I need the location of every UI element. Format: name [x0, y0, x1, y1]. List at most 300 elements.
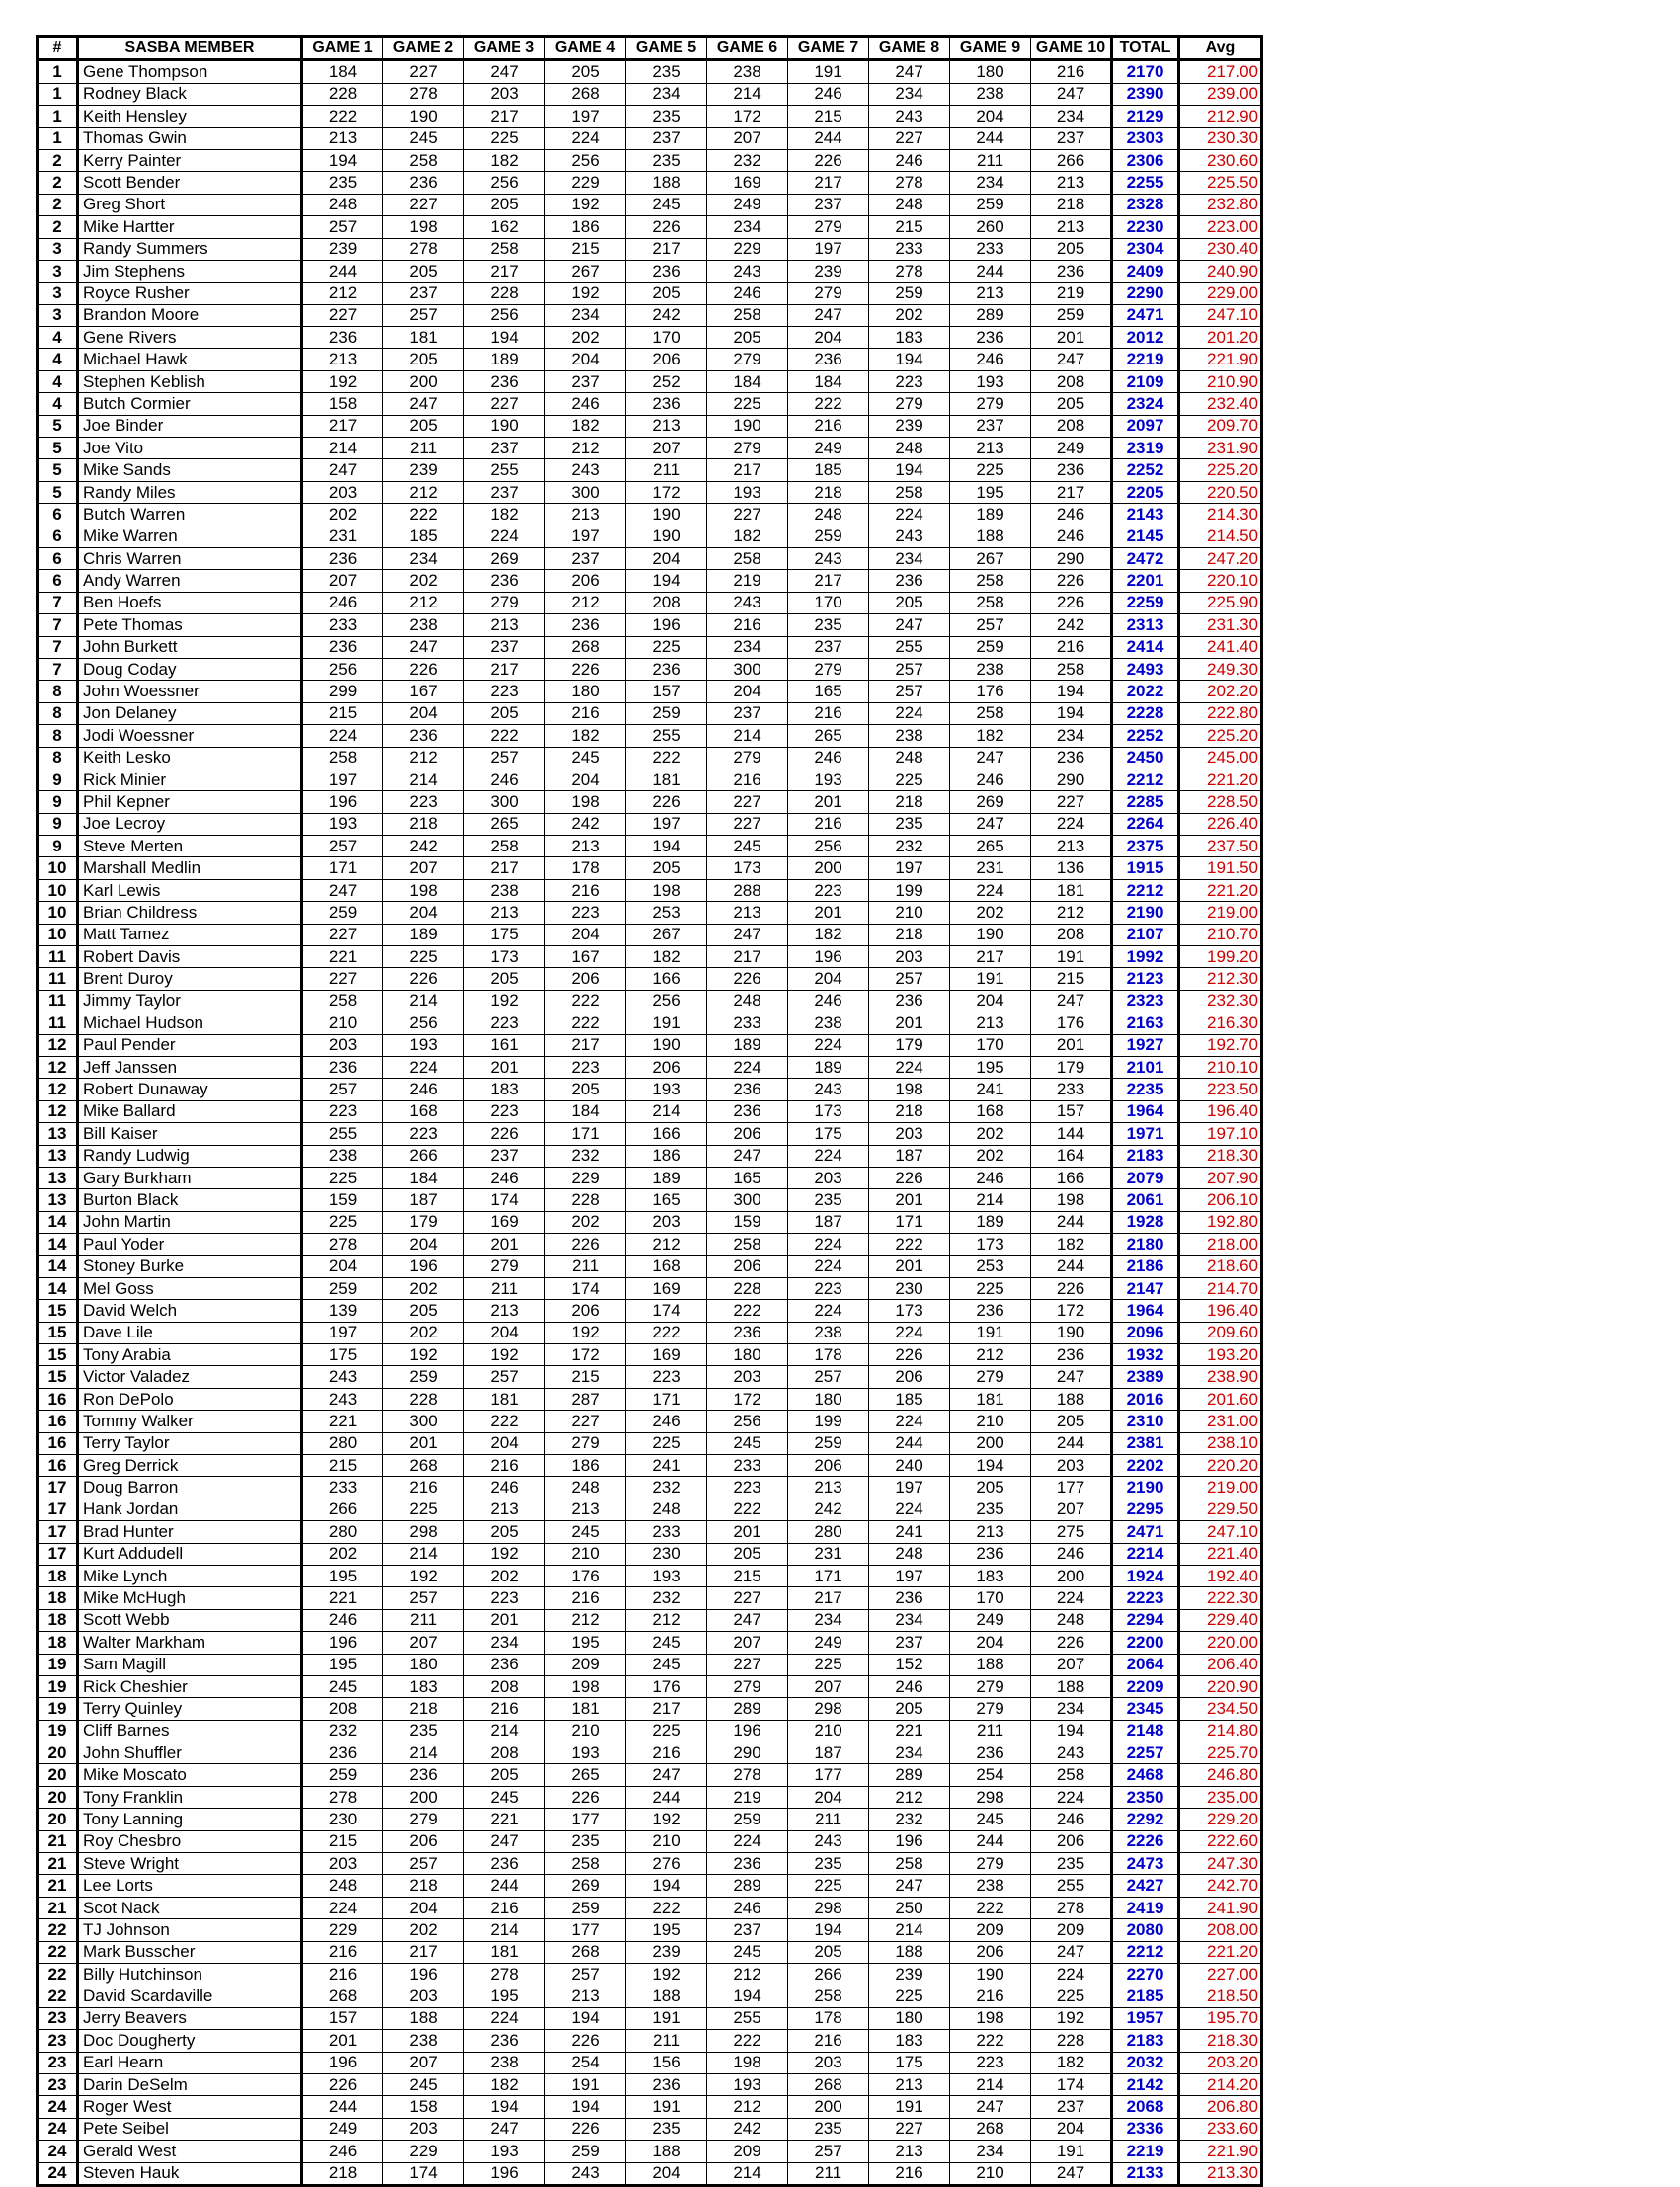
cell-game-6: 198	[707, 2052, 788, 2073]
table-row	[38, 1477, 1262, 1498]
cell-game-4: 236	[545, 614, 626, 636]
cell-game-1: 259	[302, 1764, 383, 1786]
table-row	[38, 194, 1262, 215]
cell-game-10: 215	[1031, 968, 1112, 990]
cell-game-1: 229	[302, 1919, 383, 1941]
cell-game-1: 238	[302, 1145, 383, 1167]
cell-game-1: 236	[302, 1056, 383, 1078]
cell-game-5: 217	[626, 238, 707, 260]
cell-rank: 9	[38, 791, 78, 813]
cell-game-9: 225	[950, 459, 1031, 481]
cell-avg: 225.70	[1179, 1742, 1262, 1764]
header-game-2: GAME 2	[383, 37, 464, 60]
cell-game-2: 207	[383, 2052, 464, 2073]
cell-avg: 206.80	[1179, 2096, 1262, 2118]
cell-rank: 17	[38, 1521, 78, 1543]
cell-game-6: 216	[707, 769, 788, 790]
cell-game-7: 211	[788, 1809, 869, 1830]
cell-game-6: 206	[707, 1123, 788, 1145]
cell-game-1: 235	[302, 172, 383, 194]
cell-rank: 3	[38, 260, 78, 282]
cell-game-3: 223	[464, 1012, 545, 1034]
cell-total: 2295	[1112, 1498, 1179, 1520]
cell-member-name: Jon Delaney	[78, 702, 302, 724]
cell-game-9: 173	[950, 1234, 1031, 1256]
cell-game-1: 259	[302, 902, 383, 924]
cell-game-4: 215	[545, 238, 626, 260]
cell-game-10: 227	[1031, 791, 1112, 813]
cell-member-name: Paul Yoder	[78, 1234, 302, 1256]
cell-total: 2223	[1112, 1587, 1179, 1609]
cell-game-10: 192	[1031, 2007, 1112, 2029]
cell-game-6: 228	[707, 1277, 788, 1299]
cell-game-2: 198	[383, 216, 464, 238]
cell-game-6: 193	[707, 481, 788, 503]
cell-member-name: Pete Thomas	[78, 614, 302, 636]
cell-game-6: 226	[707, 968, 788, 990]
cell-game-4: 226	[545, 1786, 626, 1808]
cell-member-name: Jerry Beavers	[78, 2007, 302, 2029]
cell-game-8: 197	[869, 857, 950, 879]
cell-game-8: 236	[869, 990, 950, 1012]
cell-game-1: 215	[302, 1830, 383, 1852]
cell-game-6: 227	[707, 813, 788, 835]
table-row	[38, 526, 1262, 547]
cell-game-3: 223	[464, 1100, 545, 1122]
cell-game-8: 257	[869, 658, 950, 680]
cell-member-name: Tony Arabia	[78, 1344, 302, 1366]
cell-total: 2200	[1112, 1632, 1179, 1654]
table-row	[38, 83, 1262, 105]
cell-game-4: 198	[545, 791, 626, 813]
cell-game-8: 257	[869, 681, 950, 702]
cell-game-5: 157	[626, 681, 707, 702]
cell-member-name: Phil Kepner	[78, 791, 302, 813]
cell-game-3: 226	[464, 1123, 545, 1145]
cell-avg: 192.80	[1179, 1211, 1262, 1233]
cell-game-9: 236	[950, 1742, 1031, 1764]
cell-game-7: 170	[788, 592, 869, 613]
cell-avg: 201.60	[1179, 1388, 1262, 1410]
table-row	[38, 459, 1262, 481]
cell-game-9: 189	[950, 1211, 1031, 1233]
cell-rank: 19	[38, 1675, 78, 1697]
cell-game-10: 247	[1031, 2162, 1112, 2185]
cell-game-4: 213	[545, 1498, 626, 1520]
cell-game-5: 226	[626, 791, 707, 813]
cell-game-2: 200	[383, 1786, 464, 1808]
cell-total: 2292	[1112, 1809, 1179, 1830]
cell-avg: 217.00	[1179, 60, 1262, 83]
cell-game-1: 259	[302, 1277, 383, 1299]
table-row	[38, 60, 1262, 83]
cell-member-name: Mike Lynch	[78, 1565, 302, 1586]
cell-member-name: Marshall Medlin	[78, 857, 302, 879]
cell-game-4: 237	[545, 547, 626, 569]
table-row	[38, 747, 1262, 769]
cell-game-8: 258	[869, 1853, 950, 1875]
cell-member-name: Rick Minier	[78, 769, 302, 790]
cell-game-3: 216	[464, 1698, 545, 1720]
cell-game-9: 254	[950, 1764, 1031, 1786]
cell-game-5: 235	[626, 106, 707, 127]
cell-avg: 207.90	[1179, 1167, 1262, 1188]
cell-member-name: Mark Busscher	[78, 1941, 302, 1963]
table-row	[38, 1256, 1262, 1277]
cell-game-10: 224	[1031, 1963, 1112, 1984]
cell-game-2: 212	[383, 592, 464, 613]
cell-game-4: 184	[545, 1100, 626, 1122]
cell-game-1: 221	[302, 946, 383, 968]
cell-game-7: 231	[788, 1543, 869, 1565]
cell-avg: 220.50	[1179, 481, 1262, 503]
cell-game-10: 224	[1031, 1587, 1112, 1609]
cell-game-10: 188	[1031, 1675, 1112, 1697]
table-row	[38, 2007, 1262, 2029]
cell-avg: 218.00	[1179, 1234, 1262, 1256]
cell-total: 2259	[1112, 592, 1179, 613]
cell-game-2: 192	[383, 1344, 464, 1366]
cell-total: 2310	[1112, 1411, 1179, 1432]
cell-game-3: 279	[464, 1256, 545, 1277]
cell-game-9: 209	[950, 1919, 1031, 1941]
cell-game-8: 240	[869, 1455, 950, 1477]
cell-game-10: 246	[1031, 1809, 1112, 1830]
cell-game-5: 226	[626, 216, 707, 238]
cell-game-5: 191	[626, 1012, 707, 1034]
table-row	[38, 127, 1262, 149]
table-row	[38, 1034, 1262, 1056]
cell-game-4: 206	[545, 968, 626, 990]
cell-game-10: 136	[1031, 857, 1112, 879]
cell-game-10: 234	[1031, 106, 1112, 127]
cell-game-4: 194	[545, 2007, 626, 2029]
table-row	[38, 149, 1262, 171]
cell-game-9: 204	[950, 106, 1031, 127]
cell-game-10: 224	[1031, 813, 1112, 835]
cell-avg: 220.20	[1179, 1455, 1262, 1477]
cell-total: 2294	[1112, 1609, 1179, 1631]
cell-game-1: 221	[302, 1587, 383, 1609]
cell-game-1: 203	[302, 481, 383, 503]
cell-rank: 5	[38, 415, 78, 437]
cell-game-7: 224	[788, 1145, 869, 1167]
cell-game-9: 223	[950, 2052, 1031, 2073]
cell-game-1: 196	[302, 1632, 383, 1654]
header-game-5: GAME 5	[626, 37, 707, 60]
cell-game-1: 217	[302, 415, 383, 437]
cell-avg: 221.20	[1179, 769, 1262, 790]
cell-game-4: 215	[545, 1366, 626, 1388]
header-row	[38, 37, 1262, 60]
cell-rank: 16	[38, 1432, 78, 1454]
cell-member-name: Jim Stephens	[78, 260, 302, 282]
cell-game-10: 205	[1031, 393, 1112, 415]
cell-game-6: 219	[707, 570, 788, 592]
cell-game-7: 193	[788, 769, 869, 790]
cell-game-8: 218	[869, 1100, 950, 1122]
cell-game-5: 192	[626, 1809, 707, 1830]
cell-game-6: 233	[707, 1012, 788, 1034]
cell-game-1: 202	[302, 504, 383, 526]
cell-game-9: 267	[950, 547, 1031, 569]
cell-game-2: 187	[383, 1189, 464, 1211]
cell-game-2: 190	[383, 106, 464, 127]
cell-member-name: Rick Cheshier	[78, 1675, 302, 1697]
cell-avg: 231.30	[1179, 614, 1262, 636]
cell-game-5: 225	[626, 636, 707, 658]
cell-avg: 210.70	[1179, 924, 1262, 945]
cell-member-name: Andy Warren	[78, 570, 302, 592]
cell-game-2: 247	[383, 636, 464, 658]
cell-game-9: 176	[950, 681, 1031, 702]
table-row	[38, 570, 1262, 592]
cell-game-1: 208	[302, 1698, 383, 1720]
cell-game-7: 189	[788, 1056, 869, 1078]
cell-game-8: 194	[869, 349, 950, 370]
cell-total: 2079	[1112, 1167, 1179, 1188]
cell-game-10: 191	[1031, 2141, 1112, 2162]
cell-game-6: 227	[707, 791, 788, 813]
cell-game-8: 183	[869, 2030, 950, 2052]
cell-game-10: 181	[1031, 879, 1112, 901]
cell-avg: 214.30	[1179, 504, 1262, 526]
cell-game-9: 216	[950, 1985, 1031, 2007]
cell-member-name: Randy Summers	[78, 238, 302, 260]
cell-game-3: 222	[464, 725, 545, 747]
cell-avg: 222.30	[1179, 1587, 1262, 1609]
cell-game-10: 144	[1031, 1123, 1112, 1145]
cell-game-1: 236	[302, 636, 383, 658]
table-row	[38, 283, 1262, 304]
cell-game-8: 248	[869, 438, 950, 459]
cell-avg: 245.00	[1179, 747, 1262, 769]
cell-game-6: 165	[707, 1167, 788, 1188]
cell-game-7: 238	[788, 1322, 869, 1343]
cell-game-10: 164	[1031, 1145, 1112, 1167]
cell-rank: 10	[38, 902, 78, 924]
cell-game-5: 174	[626, 1300, 707, 1322]
cell-game-1: 223	[302, 1100, 383, 1122]
cell-game-2: 266	[383, 1145, 464, 1167]
cell-game-7: 298	[788, 1897, 869, 1918]
cell-member-name: Dave Lile	[78, 1322, 302, 1343]
cell-game-7: 197	[788, 238, 869, 260]
cell-game-4: 182	[545, 725, 626, 747]
cell-total: 2473	[1112, 1853, 1179, 1875]
cell-member-name: Brandon Moore	[78, 304, 302, 326]
cell-rank: 3	[38, 283, 78, 304]
cell-game-6: 172	[707, 106, 788, 127]
cell-game-6: 279	[707, 747, 788, 769]
cell-game-3: 205	[464, 702, 545, 724]
cell-game-3: 175	[464, 924, 545, 945]
table-row	[38, 1234, 1262, 1256]
cell-member-name: Walter Markham	[78, 1632, 302, 1654]
cell-game-7: 213	[788, 1477, 869, 1498]
cell-game-4: 223	[545, 902, 626, 924]
cell-game-2: 167	[383, 681, 464, 702]
cell-game-8: 241	[869, 1521, 950, 1543]
cell-game-3: 228	[464, 283, 545, 304]
cell-game-8: 197	[869, 1565, 950, 1586]
table-row	[38, 216, 1262, 238]
cell-game-8: 248	[869, 1543, 950, 1565]
cell-member-name: Jimmy Taylor	[78, 990, 302, 1012]
cell-game-10: 182	[1031, 2052, 1112, 2073]
cell-game-3: 269	[464, 547, 545, 569]
cell-game-3: 213	[464, 1300, 545, 1322]
cell-game-10: 203	[1031, 1455, 1112, 1477]
cell-game-10: 255	[1031, 1875, 1112, 1897]
cell-game-5: 190	[626, 504, 707, 526]
cell-game-4: 234	[545, 304, 626, 326]
cell-member-name: Royce Rusher	[78, 283, 302, 304]
cell-game-5: 230	[626, 1543, 707, 1565]
table-row	[38, 592, 1262, 613]
cell-game-2: 238	[383, 2030, 464, 2052]
cell-total: 1928	[1112, 1211, 1179, 1233]
cell-game-2: 203	[383, 2118, 464, 2140]
cell-game-3: 217	[464, 658, 545, 680]
cell-total: 2230	[1112, 216, 1179, 238]
cell-game-3: 238	[464, 2052, 545, 2073]
cell-game-3: 192	[464, 1344, 545, 1366]
cell-rank: 4	[38, 349, 78, 370]
cell-game-4: 198	[545, 1675, 626, 1697]
cell-game-1: 214	[302, 438, 383, 459]
cell-game-8: 236	[869, 570, 950, 592]
cell-game-3: 182	[464, 504, 545, 526]
cell-game-2: 207	[383, 1632, 464, 1654]
cell-game-6: 256	[707, 1411, 788, 1432]
cell-game-6: 255	[707, 2007, 788, 2029]
cell-game-1: 224	[302, 1897, 383, 1918]
cell-game-3: 214	[464, 1720, 545, 1742]
cell-game-8: 234	[869, 1609, 950, 1631]
cell-total: 2290	[1112, 283, 1179, 304]
cell-member-name: Terry Quinley	[78, 1698, 302, 1720]
cell-game-5: 223	[626, 1366, 707, 1388]
cell-game-4: 192	[545, 283, 626, 304]
table-row	[38, 304, 1262, 326]
cell-game-9: 246	[950, 769, 1031, 790]
cell-game-2: 189	[383, 924, 464, 945]
cell-game-2: 238	[383, 614, 464, 636]
cell-rank: 6	[38, 526, 78, 547]
cell-rank: 15	[38, 1344, 78, 1366]
cell-game-8: 238	[869, 725, 950, 747]
cell-rank: 20	[38, 1764, 78, 1786]
cell-game-1: 227	[302, 968, 383, 990]
cell-rank: 16	[38, 1411, 78, 1432]
cell-game-10: 246	[1031, 504, 1112, 526]
cell-game-10: 246	[1031, 526, 1112, 547]
table-row	[38, 349, 1262, 370]
table-row	[38, 1432, 1262, 1454]
cell-total: 2096	[1112, 1322, 1179, 1343]
cell-game-8: 230	[869, 1277, 950, 1299]
cell-game-10: 224	[1031, 1786, 1112, 1808]
cell-avg: 221.20	[1179, 1941, 1262, 1963]
cell-game-5: 248	[626, 1498, 707, 1520]
cell-avg: 221.90	[1179, 2141, 1262, 2162]
cell-member-name: Ron DePolo	[78, 1388, 302, 1410]
cell-game-5: 194	[626, 1875, 707, 1897]
cell-game-6: 190	[707, 415, 788, 437]
cell-game-2: 218	[383, 813, 464, 835]
cell-game-5: 191	[626, 2096, 707, 2118]
cell-avg: 247.20	[1179, 547, 1262, 569]
cell-member-name: John Woessner	[78, 681, 302, 702]
cell-total: 2285	[1112, 791, 1179, 813]
cell-game-10: 258	[1031, 1764, 1112, 1786]
cell-game-9: 257	[950, 614, 1031, 636]
cell-game-7: 224	[788, 1300, 869, 1322]
cell-total: 2336	[1112, 2118, 1179, 2140]
cell-game-4: 180	[545, 681, 626, 702]
table-body	[38, 60, 1262, 2186]
cell-game-6: 236	[707, 1079, 788, 1100]
cell-game-3: 247	[464, 1830, 545, 1852]
cell-game-9: 236	[950, 1300, 1031, 1322]
cell-game-1: 246	[302, 2141, 383, 2162]
cell-game-5: 206	[626, 349, 707, 370]
cell-game-5: 233	[626, 1521, 707, 1543]
cell-game-7: 246	[788, 990, 869, 1012]
cell-game-8: 173	[869, 1300, 950, 1322]
cell-game-8: 206	[869, 1366, 950, 1388]
cell-game-3: 205	[464, 1521, 545, 1543]
cell-rank: 7	[38, 636, 78, 658]
cell-total: 2313	[1112, 614, 1179, 636]
cell-avg: 223.00	[1179, 216, 1262, 238]
cell-game-7: 177	[788, 1764, 869, 1786]
cell-game-1: 184	[302, 60, 383, 83]
cell-game-9: 214	[950, 2073, 1031, 2095]
cell-game-7: 165	[788, 681, 869, 702]
cell-game-3: 279	[464, 592, 545, 613]
cell-game-1: 257	[302, 216, 383, 238]
cell-game-3: 182	[464, 149, 545, 171]
cell-game-9: 233	[950, 238, 1031, 260]
cell-avg: 232.30	[1179, 990, 1262, 1012]
table-row	[38, 1300, 1262, 1322]
cell-game-4: 243	[545, 459, 626, 481]
cell-game-2: 204	[383, 1897, 464, 1918]
cell-game-2: 237	[383, 283, 464, 304]
cell-game-2: 214	[383, 1742, 464, 1764]
cell-game-1: 225	[302, 1167, 383, 1188]
cell-game-7: 243	[788, 547, 869, 569]
cell-game-2: 226	[383, 968, 464, 990]
cell-avg: 229.20	[1179, 1809, 1262, 1830]
cell-game-5: 197	[626, 813, 707, 835]
cell-game-10: 182	[1031, 1234, 1112, 1256]
cell-game-3: 192	[464, 990, 545, 1012]
cell-game-9: 211	[950, 1720, 1031, 1742]
cell-total: 1964	[1112, 1100, 1179, 1122]
cell-member-name: Keith Hensley	[78, 106, 302, 127]
cell-game-6: 212	[707, 2096, 788, 2118]
header-game-3: GAME 3	[464, 37, 545, 60]
cell-game-10: 194	[1031, 702, 1112, 724]
cell-game-2: 214	[383, 990, 464, 1012]
cell-game-8: 235	[869, 813, 950, 835]
cell-game-4: 186	[545, 216, 626, 238]
cell-game-1: 258	[302, 990, 383, 1012]
cell-game-2: 257	[383, 304, 464, 326]
